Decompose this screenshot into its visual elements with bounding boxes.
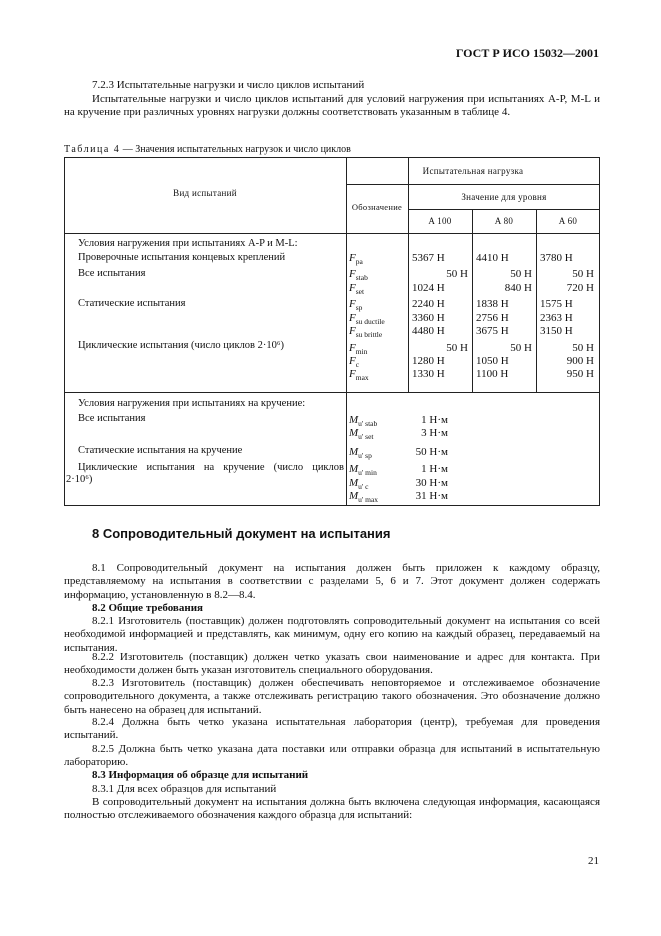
value-a100: 50 Н — [446, 342, 468, 354]
heading-8-2: 8.2 Общие требования — [92, 602, 203, 614]
symbol: $M_{u' c}$ — [349, 477, 369, 491]
value-a100: 50 Н — [446, 268, 468, 280]
value: 31 Н·м — [415, 490, 448, 502]
header-test-type: Вид испытаний — [173, 188, 237, 198]
paragraph-8-3-1-title: 8.3.1 Для всех образцов для испытаний — [92, 783, 277, 795]
group2-test-cyclic-line2: 2·10⁶) — [66, 474, 93, 485]
paragraph-8-3-1-text: В сопроводительный документ на испытания должна быть включена следующая информация, касающаяся полностью отслеживаемого обозначения каждого образца для испытаний: — [64, 796, 600, 822]
value: 30 Н·м — [415, 477, 448, 489]
value: 1 Н·м — [421, 463, 448, 475]
value-a80: 1838 Н — [476, 298, 509, 310]
paragraph-8-2-1: 8.2.1 Изготовитель (поставщик) должен подготовлять сопроводительный документ на испытания со всей необходимой информацией и представлять, как минимум, одну его копию на каждый образец, передаваемый на испытания. — [64, 615, 600, 654]
value-a80: 2756 Н — [476, 312, 509, 324]
symbol: $F_{max}$ — [349, 368, 369, 382]
value-a60: 720 Н — [566, 282, 594, 294]
value-a80: 50 Н — [510, 342, 532, 354]
group1-title: Условия нагружения при испытаниях A-P и M-L: — [78, 238, 298, 249]
group2-title: Условия нагружения при испытаниях на кручение: — [78, 398, 306, 409]
value-a60: 900 Н — [566, 355, 594, 367]
value-a100: 1024 Н — [412, 282, 445, 294]
value-a60: 3150 Н — [540, 325, 573, 337]
value-a60: 950 Н — [566, 368, 594, 380]
value-a60: 50 Н — [572, 342, 594, 354]
symbol: $F_{stab}$ — [349, 268, 368, 282]
group1-test-cyclic: Циклические испытания (число циклов 2·10⁶) — [78, 340, 285, 351]
value-a80: 840 Н — [504, 282, 532, 294]
symbol: $F_{set}$ — [349, 282, 365, 296]
symbol: $M_{u' stab}$ — [349, 414, 378, 428]
table-caption-text: — Значения испытательных нагрузок и число циклов — [120, 144, 351, 155]
value: 50 Н·м — [415, 446, 448, 458]
table-caption-prefix: Таблица 4 — [64, 144, 121, 155]
table-caption — [64, 143, 351, 156]
paragraph-8-2-3: 8.2.3 Изготовитель (поставщик) должен обеспечивать неповторяемое и отслеживаемое обозначение сопроводительного документа, а также отслеживать регистрацию такого обозначения. Это обозначение должно быть нанесено на образец для испытаний. — [64, 677, 600, 716]
value-a80: 50 Н — [510, 268, 532, 280]
value-a80: 1100 Н — [476, 368, 509, 380]
header-level-a60: A 60 — [558, 216, 578, 226]
symbol: $M_{u' sp}$ — [349, 446, 372, 460]
paragraph-8-2-4: 8.2.4 Должна быть четко указана испытательная лаборатория (центр), требуемая для проведения испытаний. — [64, 716, 600, 742]
section-7-2-3-text: Испытательные нагрузки и число циклов испытаний для условий нагружения при испытаниях A-P, M-L и на кручение при различных уровнях нагрузки должны соответствовать указанным в таблице 4. — [64, 93, 600, 119]
header-designation: Обозначение — [351, 202, 403, 212]
header-level-a80: A 80 — [494, 216, 514, 226]
table-4 — [64, 157, 600, 506]
header-level-a100: A 100 — [428, 216, 452, 226]
header-test-load: Испытательная нагрузка — [422, 166, 524, 176]
group1-test-static: Статические испытания — [78, 298, 186, 309]
group2-test-static: Статические испытания на кручение — [78, 445, 243, 456]
value-a60: 2363 Н — [540, 312, 573, 324]
symbol: $M_{u' max}$ — [349, 490, 379, 504]
value-a60: 1575 Н — [540, 298, 573, 310]
header-level-value: Значение для уровня — [461, 192, 547, 202]
value-a60: 50 Н — [572, 268, 594, 280]
value-a100: 1280 Н — [412, 355, 445, 367]
symbol: $F_{su ductile}$ — [349, 312, 385, 326]
group1-test-all: Все испытания — [78, 268, 146, 279]
group1-test-proof: Проверочные испытания концевых креплений — [78, 252, 286, 263]
heading-8-3: 8.3 Информация об образце для испытаний — [92, 769, 309, 781]
value-a80: 4410 Н — [476, 252, 509, 264]
section-8-title: 8 Сопроводительный документ на испытания — [92, 526, 391, 541]
value-a80: 3675 Н — [476, 325, 509, 337]
value-a100: 2240 Н — [412, 298, 445, 310]
symbol: $M_{u' min}$ — [349, 463, 377, 477]
value: 3 Н·м — [421, 427, 448, 439]
symbol: $F_{pa}$ — [349, 252, 363, 266]
group2-test-all: Все испытания — [78, 413, 146, 424]
symbol: $F_c$ — [349, 355, 360, 369]
value-a100: 3360 Н — [412, 312, 445, 324]
value-a80: 1050 Н — [476, 355, 509, 367]
paragraph-8-2-2: 8.2.2 Изготовитель (поставщик) должен четко указать свои наименование и адрес для контакта. При необходимости должен быть указан изготовитель специального оборудования. — [64, 651, 600, 677]
paragraph-8-1: 8.1 Сопроводительный документ на испытания должен быть приложен к каждому образцу, представляемому на испытания в соответствии с разделами 5, 6 и 7. Этот документ должен содержать информацию, установленную в 8.2—8.4. — [64, 562, 600, 601]
symbol: $M_{u' set}$ — [349, 427, 374, 441]
value-a60: 3780 Н — [540, 252, 573, 264]
value-a100: 5367 Н — [412, 252, 445, 264]
page-number: 21 — [588, 855, 599, 867]
section-7-2-3-title: 7.2.3 Испытательные нагрузки и число циклов испытаний — [92, 79, 365, 91]
standard-header: ГОСТ Р ИСО 15032—2001 — [455, 46, 599, 60]
symbol: $F_{min}$ — [349, 342, 368, 356]
symbol: $F_{sp}$ — [349, 298, 363, 312]
value-a100: 1330 Н — [412, 368, 445, 380]
value: 1 Н·м — [421, 414, 448, 426]
symbol: $F_{su brittle}$ — [349, 325, 383, 339]
group2-test-cyclic-line1: Циклические испытания на кручение (число циклов — [78, 462, 344, 473]
value-a100: 4480 Н — [412, 325, 445, 337]
paragraph-8-2-5: 8.2.5 Должна быть четко указана дата поставки или отправки образца для испытаний в испытательную лабораторию. — [64, 743, 600, 769]
